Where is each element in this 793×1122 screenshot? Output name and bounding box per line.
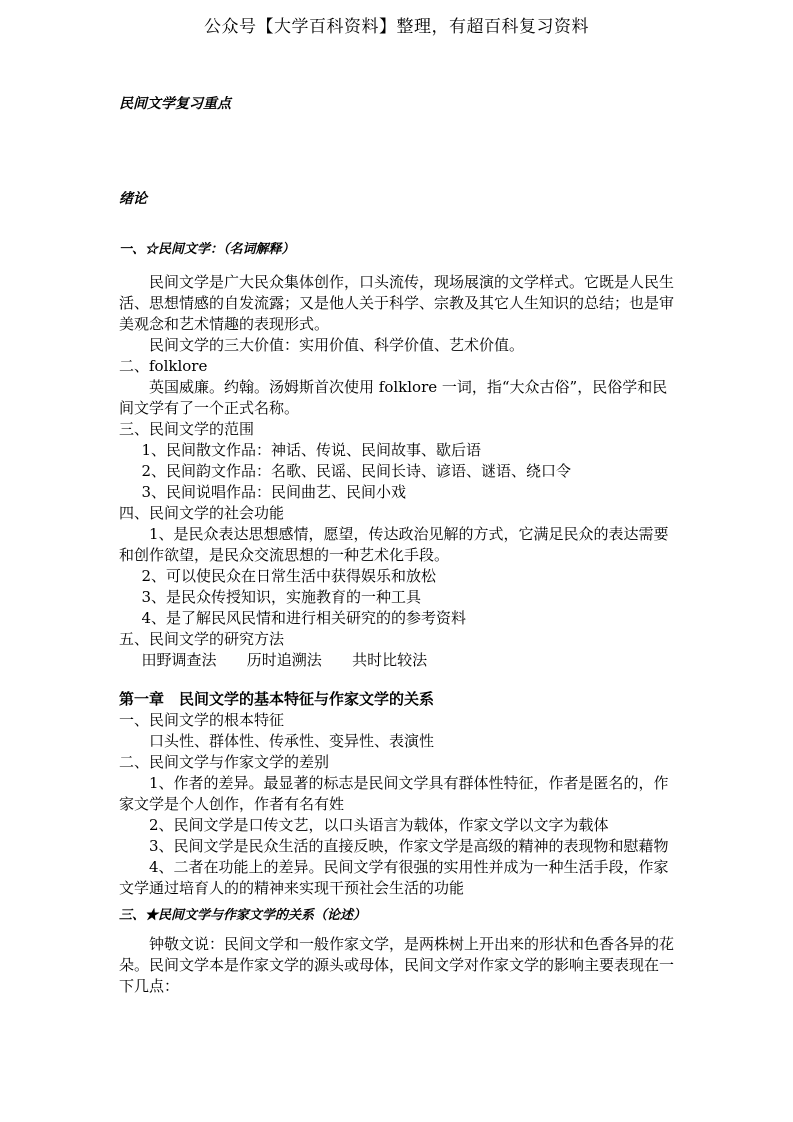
section-5-heading: 五、民间文学的研究方法 xyxy=(119,630,285,648)
page-header: 公众号【大学百科资料】整理，有超百科复习资料 xyxy=(204,17,589,37)
section-3-heading: 三、民间文学的范围 xyxy=(119,420,255,438)
section-2-paragraph: 英国威廉。约翰。汤姆斯首次使用 folklore 一词，指“大众古俗”，民俗学和民间文学有了一个正式名称。 xyxy=(119,378,668,417)
list-item: 2、可以使民众在日常生活中获得娱乐和放松 xyxy=(141,567,437,585)
chapter-1-final-paragraph: 钟敬文说：民间文学和一般作家文学，是两株树上开出来的形状和色香各异的花朵。民间文学本是作家文学的源头或母体，民间文学对作家文学的影响主要表现在一下几点： xyxy=(119,935,675,995)
method-item: 历时追溯法 xyxy=(246,651,322,669)
chapter-1-traits: 口头性、群体性、传承性、变异性、表演性 xyxy=(149,732,435,750)
chapter-1-title: 第一章 民间文学的基本特征与作家文学的关系 xyxy=(119,690,435,708)
list-item: 3、民间文学是民众生活的直接反映，作家文学是高级的精神的表现物和慰藉物 xyxy=(149,837,669,855)
method-item: 田野调查法 xyxy=(141,651,217,669)
list-item: 1、是民众表达思想感情，愿望，传达政治见解的方式，它满足民众的表达需要和创作欲望，是民众交流思想的一种艺术化手段。 xyxy=(119,525,669,564)
list-item: 3、是民众传授知识，实施教育的一种工具 xyxy=(141,588,422,606)
list-item: 1、民间散文作品：神话、传说、民间故事、歇后语 xyxy=(141,441,482,459)
chapter-1-sub2: 二、民间文学与作家文学的差别 xyxy=(119,753,330,771)
intro-heading: 绪论 xyxy=(119,191,147,207)
document-body xyxy=(119,94,679,997)
methods-line xyxy=(119,650,679,671)
section-2-heading: 二、folklore xyxy=(119,357,208,375)
section-1-definition: 民间文学是广大民众集体创作，口头流传，现场展演的文学样式。它既是人民生活、思想情感的自发流露；又是他人关于科学、宗教及其它人生知识的总结；也是审美观念和艺术情趣的表现形式。 xyxy=(119,273,675,333)
chapter-1-sub3: 三、★民间文学与作家文学的关系（论述） xyxy=(119,908,367,923)
list-item: 2、民间韵文作品：名歌、民谣、民间长诗、谚语、谜语、绕口令 xyxy=(141,462,572,480)
document-title: 民间文学复习重点 xyxy=(119,96,231,112)
list-item: 4、是了解民风民情和进行相关研究的的参考资料 xyxy=(141,609,467,627)
list-item: 4、二者在功能上的差异。民间文学有很强的实用性并成为一种生活手段，作家文学通过培育人的的精神来实现干预社会生活的功能 xyxy=(119,858,669,897)
section-4-heading: 四、民间文学的社会功能 xyxy=(119,504,285,522)
section-1-values: 民间文学的三大价值：实用价值、科学价值、艺术价值。 xyxy=(149,336,525,354)
chapter-1-sub1: 一、民间文学的根本特征 xyxy=(119,711,285,729)
list-item: 2、民间文学是口传文艺，以口头语言为载体，作家文学以文字为载体 xyxy=(149,816,609,834)
section-1-heading: 一、☆民间文学：（名词解释） xyxy=(119,242,295,257)
method-item: 共时比较法 xyxy=(352,651,428,669)
list-item: 1、作者的差异。最显著的标志是民间文学具有群体性特征，作者是匿名的，作家文学是个人创作，作者有名有姓 xyxy=(119,774,669,813)
list-item: 3、民间说唱作品：民间曲艺、民间小戏 xyxy=(141,483,407,501)
